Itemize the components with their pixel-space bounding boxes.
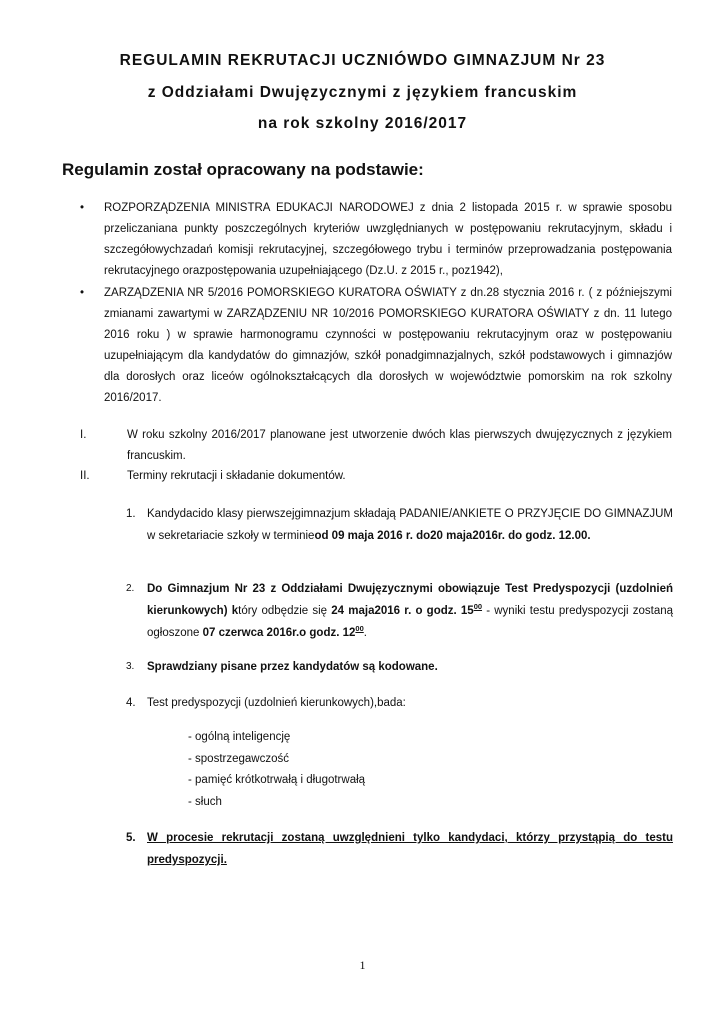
bullet-item [80, 283, 672, 409]
roman-item-1 [80, 425, 672, 467]
item-text: Kandydacido klasy pierwszejgimnazjum składają PADANIE/ANKIETE O PRZYJĘCIE DO GIMNAZJUM w sekretariacie szkoły w terminieod 09 maja 2016 r. do20 maja2016r. do godz. 12.00. [147, 508, 673, 542]
item-number: 5. [126, 832, 136, 844]
title-line-3: na rok szkolny 2016/2017 [257, 115, 468, 132]
section-heading: Regulamin został opracowany na podstawie: [62, 160, 424, 179]
roman-number: II. [80, 470, 90, 482]
item-text: Do Gimnazjum Nr 23 z Oddziałami Dwujęzycznymi obowiązuje Test Predyspozycji (uzdolnień kierunkowych) który odbędzie się 24 maja2016 r. o godz. $15^{00}$ - wyniki testu predyspozycji zostaną ogłoszone 07 czerwca 2016r.o godz. $12^{00}$. [147, 583, 674, 639]
roman-number: I. [80, 429, 87, 441]
sub-list-item: - ogólną inteligencję [188, 731, 291, 743]
bullet-list [80, 198, 672, 410]
sub-list-item: - spostrzegawczość [188, 752, 289, 765]
page-number: 1 [359, 958, 366, 972]
sub-list-item: - słuch [188, 795, 222, 808]
item-text: Test predyspozycji (uzdolnień kierunkowych),bada: [147, 697, 406, 709]
bullet-icon: • [80, 202, 85, 214]
list-item-4 [126, 692, 673, 714]
roman-text: W roku szkolny 2016/2017 planowane jest utworzenie dwóch klas pierwszych dwujęzycznych z językiem francuskim. [127, 429, 672, 462]
bullet-text: ROZPORZĄDZENIA MINISTRA EDUKACJI NARODOWEJ z dnia 2 listopada 2015 r. w sprawie sposobu przeliczaniana punkty poszczególnych kryteriów uwzględnianych w postępowaniu rekrutacyjnym, składu i szczegółowychzadań komisji rekrutacyjnej, szczegółowego trybu i terminów przeprowadzania postępowania rekrutacyjnego orazpostępowania uzupełniającego (Dz.U. z 2015 r., poz1942), [104, 202, 672, 277]
sub-list-item: - pamięć krótkotrwałą i długotrwałą [188, 774, 366, 786]
item-number: 1. [126, 508, 136, 520]
item-text: Sprawdziany pisane przez kandydatów są kodowane. [147, 661, 438, 673]
bullet-icon: • [80, 287, 85, 299]
title-line-2: z Oddziałami Dwujęzycznymi z językiem francuskim [147, 84, 578, 101]
item-number: 4. [126, 697, 136, 709]
roman-text: Terminy rekrutacji i składanie dokumentów. [127, 470, 346, 482]
list-item-5 [126, 827, 673, 871]
list-item-2 [126, 578, 673, 644]
aptitude-sub-list [188, 727, 365, 813]
title-line-1: REGULAMIN REKRUTACJI UCZNIÓWDO GIMNAZJUM Nr 23 [119, 52, 606, 69]
bullet-text: ZARZĄDZENIA NR 5/2016 POMORSKIEGO KURATORA OŚWIATY z dn.28 stycznia 2016 r. ( z późniejszymi zmianami zawartymi w ZARZĄDZENIU NR 10/2016 POMORSKIEGO KURATORA OŚWIATY z dn. 11 lutego 2016 roku ) w sprawie harmonogramu czynności w postępowaniu rekrutacyjnym oraz w postępowaniu uzupełniającym dla kandydatów do gimnazjów, szkół ponadgimnazjalnych, szkół podstawowych i gimnazjów dla dorosłych oraz liceów ogólnokształcących dla dorosłych w województwie pomorskim na rok szkolny 2016/2017. [104, 287, 672, 404]
item-number: 3. [126, 661, 135, 672]
bullet-item [80, 198, 672, 282]
item-text: W procesie rekrutacji zostaną uwzględnieni tylko kandydaci, którzy przystąpią do testu predyspozycji. [147, 832, 673, 866]
item-number: 2. [126, 583, 135, 594]
list-item-1 [126, 503, 673, 547]
list-item-3 [126, 656, 673, 678]
roman-item-2 [80, 466, 672, 487]
